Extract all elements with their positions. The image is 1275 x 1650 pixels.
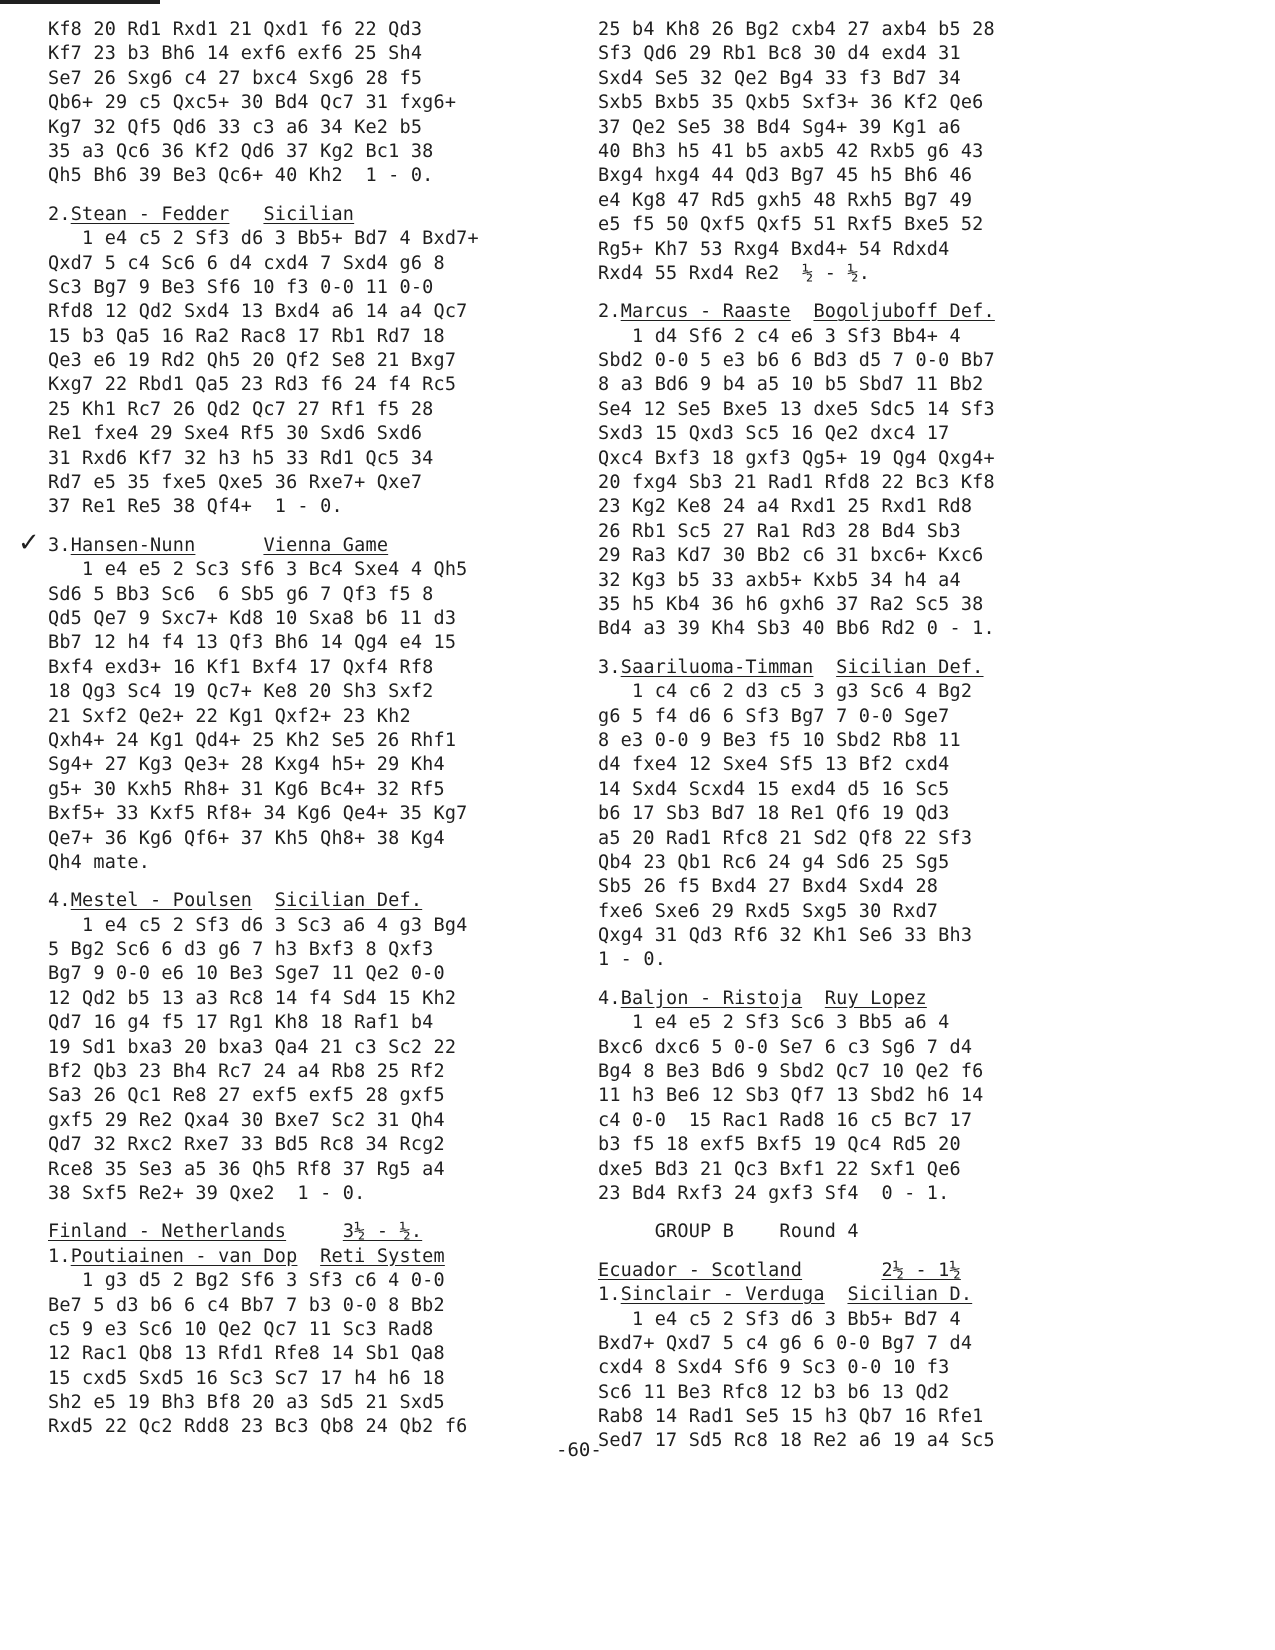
section-gap — [48, 1206, 588, 1220]
game-moves-line: Qh5 Bh6 39 Be3 Qc6+ 40 Kh2 1 - 0. — [48, 165, 434, 187]
game-moves-line: 1 e4 c5 2 Sf3 d6 3 Sc3 a6 4 g3 Bg4 — [48, 914, 468, 936]
match-heading — [48, 1220, 588, 1244]
spacer — [802, 1260, 881, 1281]
game-moves-line: 31 Rxd6 Kf7 32 h3 h5 33 Rd1 Qc5 34 — [48, 447, 434, 469]
game-moves-line: 38 Sxf5 Re2+ 39 Qxe2 1 - 0. — [48, 1182, 366, 1204]
game-opening: Bogoljuboff Def. — [813, 301, 995, 323]
game-moves-line: 1 e4 e5 2 Sc3 Sf6 3 Bc4 Sxe4 4 Qh5 — [48, 559, 468, 581]
game-moves-line: 8 e3 0-0 9 Be3 f5 10 Sbd2 Rb8 11 — [598, 729, 961, 751]
section-gap — [598, 1245, 1158, 1259]
game-moves-line: 15 b3 Qa5 16 Ra2 Rac8 17 Rb1 Rd7 18 — [48, 325, 445, 347]
game-moves-line: 21 Sxf2 Qe2+ 22 Kg1 Qxf2+ 23 Kh2 — [48, 705, 411, 727]
game-moves-line: Sbd2 0-0 5 e3 b6 6 Bd3 d5 7 0-0 Bb7 — [598, 350, 995, 372]
game-players: Saariluoma-Timman — [620, 656, 814, 678]
spacer — [825, 1284, 848, 1305]
game-heading — [598, 1283, 1158, 1307]
game-moves-line: 12 Rac1 Qb8 13 Rfd1 Rfe8 14 Sb1 Qa8 — [48, 1343, 445, 1365]
game-moves-line: Bxf5+ 33 Kxf5 Rf8+ 34 Kg6 Qe4+ 35 Kg7 — [48, 803, 468, 825]
game-moves-line: Se7 26 Sxg6 c4 27 bxc4 Sxg6 28 f5 — [48, 67, 423, 89]
game-heading — [598, 656, 1158, 680]
game-number: 4. — [598, 987, 621, 1009]
check-mark: ✓ — [18, 528, 40, 558]
spacer — [229, 204, 263, 225]
game-moves-line: 5 Bg2 Sc6 6 d3 g6 7 h3 Bxf3 8 Qxf3 — [48, 939, 434, 961]
game-opening: Vienna Game — [263, 534, 389, 556]
game-moves-line: g5+ 30 Kxh5 Rh8+ 31 Kg6 Bc4+ 32 Rf5 — [48, 778, 445, 800]
game-moves-line: Bg7 9 0-0 e6 10 Be3 Sge7 11 Qe2 0-0 — [48, 963, 445, 985]
game-moves-line: 29 Ra3 Kd7 30 Bb2 c6 31 bxc6+ Kxc6 — [598, 545, 984, 567]
game-moves-line: Rab8 14 Rad1 Se5 15 h3 Qb7 16 Rfe1 — [598, 1406, 984, 1428]
game-moves-line: b3 f5 18 exf5 Bxf5 19 Qc4 Rd5 20 — [598, 1134, 961, 1156]
game-moves-line: Qxc4 Bxf3 18 gxf3 Qg5+ 19 Qg4 Qxg4+ — [598, 447, 995, 469]
game-moves-line: Qe7+ 36 Kg6 Qf6+ 37 Kh5 Qh8+ 38 Kg4 — [48, 827, 445, 849]
game-number: 3. — [48, 534, 71, 556]
game-moves-line: 37 Qe2 Se5 38 Bd4 Sg4+ 39 Kg1 a6 — [598, 116, 961, 138]
game-number: 3. — [598, 656, 621, 678]
game-moves-line: Qxd7 5 c4 Sc6 6 d4 cxd4 7 Sxd4 g6 8 — [48, 252, 445, 274]
game-opening: Sicilian Def. — [274, 890, 423, 912]
game-moves-line: Bd4 a3 39 Kh4 Sb3 40 Bb6 Rd2 0 - 1. — [598, 618, 995, 640]
game-moves-line: Be7 5 d3 b6 6 c4 Bb7 7 b3 0-0 8 Bb2 — [48, 1294, 445, 1316]
game-moves-line: 1 e4 c5 2 Sf3 d6 3 Bb5+ Bd7 4 — [598, 1308, 961, 1330]
game-moves-line: Sb5 26 f5 Bxd4 27 Bxd4 Sxd4 28 — [598, 876, 939, 898]
page-number: -60- — [556, 1439, 602, 1461]
game-moves-line: Qd5 Qe7 9 Sxc7+ Kd8 10 Sxa8 b6 11 d3 — [48, 607, 457, 629]
game-number: 4. — [48, 890, 71, 912]
game-moves-line: 35 h5 Kb4 36 h6 gxh6 37 Ra2 Sc5 38 — [598, 593, 984, 615]
game-moves-line: Re1 fxe4 29 Sxe4 Rf5 30 Sxd6 Sxd6 — [48, 423, 423, 445]
game-moves-line: Sf3 Qd6 29 Rb1 Bc8 30 d4 exd4 31 — [598, 43, 961, 65]
section-gap — [48, 875, 588, 889]
right-column — [598, 18, 1158, 1454]
game-heading — [598, 987, 1158, 1011]
game-moves-line: 19 Sd1 bxa3 20 bxa3 Qa4 21 c3 Sc2 22 — [48, 1036, 457, 1058]
game-moves-line: Kf7 23 b3 Bh6 14 exf6 exf6 25 Sh4 — [48, 43, 423, 65]
game-moves-line: Bg4 8 Be3 Bd6 9 Sbd2 Qc7 10 Qe2 f6 — [598, 1061, 984, 1083]
game-moves-line: Sa3 26 Qc1 Re8 27 exf5 exf5 28 gxf5 — [48, 1085, 445, 1107]
game-moves-line: 20 fxg4 Sb3 21 Rad1 Rfd8 22 Bc3 Kf8 — [598, 472, 995, 494]
game-players: Stean - Fedder — [70, 203, 230, 225]
match-score: 3½ - ½. — [342, 1221, 423, 1243]
game-moves-line: 23 Bd4 Rxf3 24 gxf3 Sf4 0 - 1. — [598, 1182, 950, 1204]
game-moves-line: 23 Kg2 Ke8 24 a4 Rxd1 25 Rxd1 Rd8 — [598, 496, 973, 518]
game-heading — [598, 300, 1158, 324]
game-number: 2. — [48, 203, 71, 225]
game-moves-line: 40 Bh3 h5 41 b5 axb5 42 Rxb5 g6 43 — [598, 140, 984, 162]
game-opening: Sicilian Def. — [836, 656, 984, 678]
game-moves-line: Rce8 35 Se3 a5 36 Qh5 Rf8 37 Rg5 a4 — [48, 1158, 445, 1180]
game-moves-line: fxe6 Sxe6 29 Rxd5 Sxg5 30 Rxd7 — [598, 900, 939, 922]
section-gap — [598, 642, 1158, 656]
spacer — [252, 890, 275, 911]
round-heading: GROUP B Round 4 — [598, 1221, 859, 1243]
game-moves-line: Rfd8 12 Qd2 Sxd4 13 Bxd4 a6 14 a4 Qc7 — [48, 301, 468, 323]
game-heading — [48, 889, 588, 913]
game-moves-line: 1 d4 Sf6 2 c4 e6 3 Sf3 Bb4+ 4 — [598, 325, 961, 347]
game-moves-line: 1 - 0. — [598, 949, 667, 971]
game-moves-line: Bxf4 exd3+ 16 Kf1 Bxf4 17 Qxf4 Rf8 — [48, 656, 434, 678]
game-moves-line: Qd7 32 Rxc2 Rxe7 33 Bd5 Rc8 34 Rcg2 — [48, 1134, 445, 1156]
game-players: Poutiainen - van Dop — [70, 1245, 298, 1267]
game-moves-line: 1 e4 e5 2 Sf3 Sc6 3 Bb5 a6 4 — [598, 1012, 950, 1034]
game-moves-line: Sxd4 Se5 32 Qe2 Bg4 33 f3 Bd7 34 — [598, 67, 961, 89]
game-moves-line: Rxd4 55 Rxd4 Re2 ½ - ½. — [598, 262, 871, 284]
game-moves-line: gxf5 29 Re2 Qxa4 30 Bxe7 Sc2 31 Qh4 — [48, 1109, 445, 1131]
section-gap — [598, 973, 1158, 987]
spacer — [297, 1246, 320, 1267]
game-moves-line: Sxb5 Bxb5 35 Qxb5 Sxf3+ 36 Kf2 Qe6 — [598, 92, 984, 114]
game-moves-line: 26 Rb1 Sc5 27 Ra1 Rd3 28 Bd4 Sb3 — [598, 520, 961, 542]
game-opening: Sicilian D. — [847, 1284, 973, 1306]
game-players: Marcus - Raaste — [620, 301, 791, 323]
spacer — [813, 657, 836, 678]
game-moves-line: Bb7 12 h4 f4 13 Qf3 Bh6 14 Qg4 e4 15 — [48, 632, 457, 654]
game-moves-line: Bxc6 dxc6 5 0-0 Se7 6 c3 Sg6 7 d4 — [598, 1036, 973, 1058]
game-moves-line: 25 Kh1 Rc7 26 Qd2 Qc7 27 Rf1 f5 28 — [48, 398, 434, 420]
spacer — [195, 535, 263, 556]
game-heading — [48, 203, 588, 227]
match-teams: Finland - Netherlands — [48, 1221, 287, 1243]
game-heading — [48, 1245, 588, 1269]
spacer — [791, 301, 814, 322]
game-moves-line: Bf2 Qb3 23 Bh4 Rc7 24 a4 Rb8 25 Rf2 — [48, 1061, 445, 1083]
game-moves-line: g6 5 f4 d6 6 Sf3 Bg7 7 0-0 Sge7 — [598, 705, 950, 727]
game-moves-line: 14 Sxd4 Scxd4 15 exd4 d5 16 Sc5 — [598, 778, 950, 800]
game-moves-line: 37 Re1 Re5 38 Qf4+ 1 - 0. — [48, 496, 343, 518]
game-number: 1. — [598, 1284, 621, 1306]
game-moves-line: Qe3 e6 19 Rd2 Qh5 20 Qf2 Se8 21 Bxg7 — [48, 350, 457, 372]
game-moves-line: cxd4 8 Sxd4 Sf6 9 Sc3 0-0 10 f3 — [598, 1357, 950, 1379]
match-teams: Ecuador - Scotland — [598, 1259, 803, 1281]
game-moves-line: Rxd5 22 Qc2 Rdd8 23 Bc3 Qb8 24 Qb2 f6 — [48, 1416, 468, 1438]
game-moves-line: Sed7 17 Sd5 Rc8 18 Re2 a6 19 a4 Sc5 — [598, 1430, 995, 1452]
game-moves-line: dxe5 Bd3 21 Qc3 Bxf1 22 Sxf1 Qe6 — [598, 1158, 961, 1180]
game-moves-line: Sd6 5 Bb3 Sc6 6 Sb5 g6 7 Qf3 f5 8 — [48, 583, 434, 605]
game-opening: Ruy Lopez — [824, 987, 927, 1009]
game-moves-line: Se4 12 Se5 Bxe5 13 dxe5 Sdc5 14 Sf3 — [598, 398, 995, 420]
game-moves-line: 12 Qd2 b5 13 a3 Rc8 14 f4 Sd4 15 Kh2 — [48, 987, 457, 1009]
game-moves-line: 11 h3 Be6 12 Sb3 Qf7 13 Sbd2 h6 14 — [598, 1085, 984, 1107]
game-moves-line: b6 17 Sb3 Bd7 18 Re1 Qf6 19 Qd3 — [598, 803, 950, 825]
game-moves-line: Qb6+ 29 c5 Qxc5+ 30 Bd4 Qc7 31 fxg6+ — [48, 92, 457, 114]
game-moves-line: e5 f5 50 Qxf5 Qxf5 51 Rxf5 Bxe5 52 — [598, 214, 984, 236]
game-moves-line: Bxd7+ Qxd7 5 c4 g6 6 0-0 Bg7 7 d4 — [598, 1332, 973, 1354]
section-gap — [48, 520, 588, 534]
game-moves-line: a5 20 Rad1 Rfc8 21 Sd2 Qf8 22 Sf3 — [598, 827, 973, 849]
game-players: Mestel - Poulsen — [70, 890, 253, 912]
game-moves-line: c4 0-0 15 Rac1 Rad8 16 c5 Bc7 17 — [598, 1109, 973, 1131]
match-score: 2½ - 1½ — [881, 1259, 961, 1281]
game-moves-line: 18 Qg3 Sc4 19 Qc7+ Ke8 20 Sh3 Sxf2 — [48, 681, 434, 703]
game-heading — [48, 534, 588, 558]
game-moves-line: 15 cxd5 Sxd5 16 Sc3 Sc7 17 h4 h6 18 — [48, 1367, 445, 1389]
game-number: 2. — [598, 301, 621, 323]
game-moves-line: Sxd3 15 Qxd3 Sc5 16 Qe2 dxc4 17 — [598, 423, 950, 445]
game-moves-line: Sg4+ 27 Kg3 Qe3+ 28 Kxg4 h5+ 29 Kh4 — [48, 754, 445, 776]
game-moves-line: Rd7 e5 35 fxe5 Qxe5 36 Rxe7+ Qxe7 — [48, 472, 423, 494]
spacer — [802, 988, 825, 1009]
game-players: Baljon - Ristoja — [620, 987, 803, 1009]
game-moves-line: 1 g3 d5 2 Bg2 Sf6 3 Sf3 c6 4 0-0 — [48, 1270, 445, 1292]
game-players: Sinclair - Verduga — [620, 1284, 825, 1306]
game-moves-line: Qd7 16 g4 f5 17 Rg1 Kh8 18 Raf1 b4 — [48, 1012, 434, 1034]
game-moves-line: 1 e4 c5 2 Sf3 d6 3 Bb5+ Bd7 4 Bxd7+ — [48, 228, 479, 250]
game-moves-line: Qxg4 31 Qd3 Rf6 32 Kh1 Se6 33 Bh3 — [598, 925, 973, 947]
game-moves-line: d4 fxe4 12 Sxe4 Sf5 13 Bf2 cxd4 — [598, 754, 950, 776]
game-moves-line: Rg5+ Kh7 53 Rxg4 Bxd4+ 54 Rdxd4 — [598, 238, 950, 260]
section-gap — [598, 1206, 1158, 1220]
top-rule — [0, 0, 160, 4]
game-moves-line: 35 a3 Qc6 36 Kf2 Qd6 37 Kg2 Bc1 38 — [48, 140, 434, 162]
spacer — [286, 1221, 343, 1242]
match-heading — [598, 1259, 1158, 1283]
game-moves-line: 32 Kg3 b5 33 axb5+ Kxb5 34 h4 a4 — [598, 569, 961, 591]
game-moves-line: 8 a3 Bd6 9 b4 a5 10 b5 Sbd7 11 Bb2 — [598, 374, 984, 396]
game-moves-line: 1 c4 c6 2 d3 c5 3 g3 Sc6 4 Bg2 — [598, 681, 973, 703]
game-players: Hansen-Nunn — [70, 534, 196, 556]
game-moves-line: Sc3 Bg7 9 Be3 Sf6 10 f3 0-0 11 0-0 — [48, 276, 434, 298]
game-opening: Sicilian — [263, 203, 355, 225]
game-opening: Reti System — [320, 1245, 445, 1267]
game-moves-line: 25 b4 Kh8 26 Bg2 cxb4 27 axb4 b5 28 — [598, 19, 995, 40]
game-moves-line: e4 Kg8 47 Rd5 gxh5 48 Rxh5 Bg7 49 — [598, 189, 973, 211]
left-column — [48, 18, 588, 1440]
game-moves-line: Bxg4 hxg4 44 Qd3 Bg7 45 h5 Bh6 46 — [598, 165, 973, 187]
game-moves-line: c5 9 e3 Sc6 10 Qe2 Qc7 11 Sc3 Rad8 — [48, 1318, 434, 1340]
game-moves-line: Qxh4+ 24 Kg1 Qd4+ 25 Kh2 Se5 26 Rhf1 — [48, 729, 457, 751]
game-moves-line: Kf8 20 Rd1 Rxd1 21 Qxd1 f6 22 Qd3 — [48, 19, 423, 40]
game-moves-line: Kg7 32 Qf5 Qd6 33 c3 a6 34 Ke2 b5 — [48, 116, 423, 138]
section-gap — [598, 286, 1158, 300]
game-moves-line: Qb4 23 Qb1 Rc6 24 g4 Sd6 25 Sg5 — [598, 851, 950, 873]
section-gap — [48, 189, 588, 203]
game-moves-line: Qh4 mate. — [48, 851, 151, 873]
game-moves-line: Sc6 11 Be3 Rfc8 12 b3 b6 13 Qd2 — [598, 1381, 950, 1403]
game-number: 1. — [48, 1245, 71, 1267]
game-moves-line: Kxg7 22 Rbd1 Qa5 23 Rd3 f6 24 f4 Rc5 — [48, 374, 457, 396]
game-moves-line: Sh2 e5 19 Bh3 Bf8 20 a3 Sd5 21 Sxd5 — [48, 1392, 445, 1414]
